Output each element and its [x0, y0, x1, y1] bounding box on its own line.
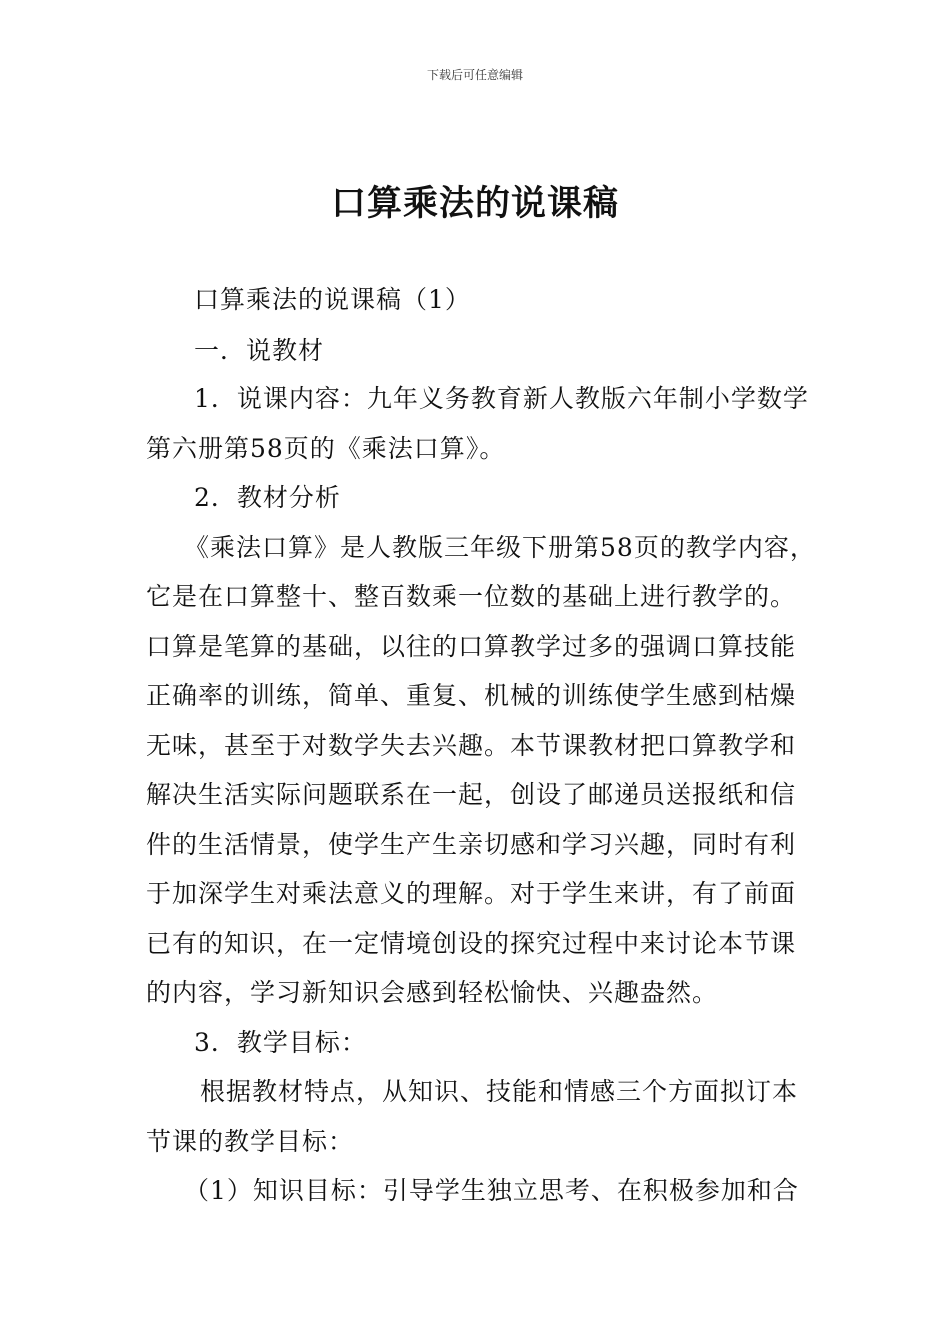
paragraph-line: 口算乘法的说课稿（1） — [194, 285, 471, 314]
paragraph-line: 已有的知识，在一定情境创设的探究过程中来讨论本节课 — [146, 929, 797, 958]
page-header-note: 下载后可任意编辑 — [426, 68, 523, 82]
paragraph-line: 于加深学生对乘法意义的理解。对于学生来讲，有了前面 — [146, 879, 797, 908]
paragraph-line: 一．说教材 — [194, 336, 325, 365]
paragraph-line: 口算是笔算的基础，以往的口算教学过多的强调口算技能 — [146, 632, 797, 661]
paragraph-line: 节课的教学目标： — [146, 1127, 355, 1156]
paragraph-line: 3．教学目标： — [194, 1028, 367, 1057]
paragraph-line: 第六册第58页的《乘法口算》。 — [146, 434, 506, 463]
paragraph-line: 1．说课内容：九年义务教育新人教版六年制小学数学 — [194, 384, 809, 413]
paragraph-line: 解决生活实际问题联系在一起，创设了邮递员送报纸和信 — [146, 780, 797, 809]
paragraph-line: 正确率的训练，简单、重复、机械的训练使学生感到枯燥 — [146, 681, 797, 710]
paragraph-line: 它是在口算整十、整百数乘一位数的基础上进行教学的。 — [146, 582, 797, 611]
paragraph-line: （1）知识目标：引导学生独立思考、在积极参加和合 — [184, 1176, 799, 1205]
paragraph-line: 根据教材特点，从知识、技能和情感三个方面拟订本 — [200, 1077, 799, 1106]
document-title: 口算乘法的说课稿 — [330, 184, 619, 224]
paragraph-line: 件的生活情景，使学生产生亲切感和学习兴趣，同时有利 — [146, 830, 797, 859]
paragraph-line: 2．教材分析 — [194, 483, 341, 512]
paragraph-line: 无味，甚至于对数学失去兴趣。本节课教材把口算教学和 — [146, 731, 797, 760]
paragraph-line: 的内容，学习新知识会感到轻松愉快、兴趣盎然。 — [146, 978, 719, 1007]
paragraph-line: 《乘法口算》是人教版三年级下册第58页的教学内容， — [184, 533, 816, 562]
